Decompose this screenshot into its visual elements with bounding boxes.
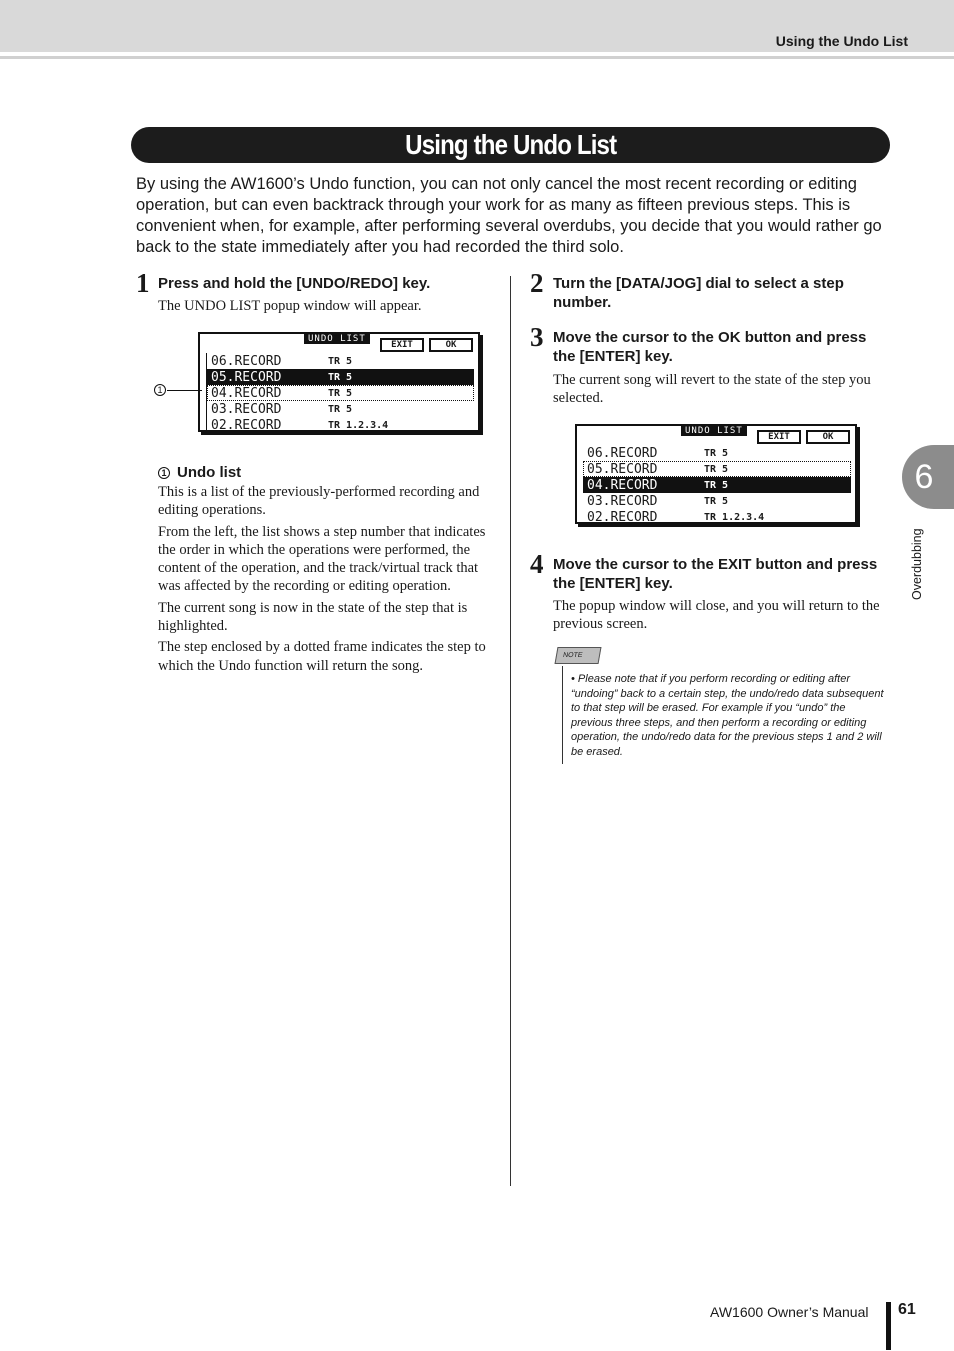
paragraph: The step enclosed by a dotted frame indicates the step to which the Undo function will return the song. <box>158 639 486 674</box>
lcd-row-dotted: 04.RECORD TR 5 <box>207 385 474 401</box>
step-number-4: 4 <box>530 549 544 579</box>
bullet-icon: • <box>571 673 578 685</box>
callout-marker: 1 <box>154 384 166 396</box>
lcd-row: 02.RECORD TR 1.2.3.4 <box>211 417 389 433</box>
lcd-row: 06.RECORD TR 5 <box>587 445 729 461</box>
lcd-row: 02.RECORD TR 1.2.3.4 <box>587 509 765 525</box>
chapter-number: 6 <box>914 458 934 496</box>
paragraph: From the left, the list shows a step number that indicates the order in which the operations were performed, the content of the operation, and the track/virtual track that was affected by the recording or editing operation. <box>158 523 486 595</box>
lcd-row: 03.RECORD TR 5 <box>211 401 353 417</box>
callout-leader-line <box>167 390 202 391</box>
step-number-1: 1 <box>136 268 150 298</box>
step-heading-4: Move the cursor to the EXIT button and press the [ENTER] key. <box>553 556 878 592</box>
step-body-3: The current song will revert to the state of the step you selected. <box>553 372 871 407</box>
step-heading-1: Press and hold the [UNDO/REDO] key. <box>158 275 431 292</box>
note-text <box>571 672 885 759</box>
callout-marker-inline: 1 <box>158 467 170 479</box>
step-body-1: The UNDO LIST popup window will appear. <box>158 298 422 314</box>
undo-list-popup-screenshot <box>198 332 480 432</box>
undo-list-heading <box>158 464 241 481</box>
page-number: 61 <box>898 1301 916 1318</box>
section-title: Using the Undo List <box>404 129 617 160</box>
lcd-row-highlighted: 04.RECORD TR 5 <box>583 477 851 493</box>
lcd-title: UNDO LIST <box>304 334 370 344</box>
note-body: Please note that if you perform recording or editing after “undoing” back to a certain step, the undo/redo data subsequent to that step will be erased. For example if you “undo” the previous three steps, and then perform a recording or editing operation, the undo/redo data for the previous steps 1 and 2 will be erased. <box>571 673 884 758</box>
lcd-undo-list <box>206 353 474 433</box>
footer-manual-title: AW1600 Owner’s Manual <box>710 1304 869 1320</box>
lcd-ok-button: OK <box>806 430 850 444</box>
header-rule <box>0 56 954 59</box>
intro-paragraph: By using the AW1600’s Undo function, you can not only cancel the most recent recording or editing operation, but can even backtrack through your work for as many as fifteen previous steps. This is convenient when, for example, after performing several overdubs, you decide that you would rather go back to the state immediately after you had recorded the third solo. <box>136 175 882 256</box>
lcd-title: UNDO LIST <box>681 426 747 436</box>
step-heading-3: Move the cursor to the OK button and press the [ENTER] key. <box>553 329 867 365</box>
undo-list-popup-screenshot-2 <box>575 424 857 524</box>
step-number-3: 3 <box>530 322 544 352</box>
step-body-4: The popup window will close, and you will return to the previous screen. <box>553 598 880 633</box>
lcd-ok-button: OK <box>429 338 473 352</box>
undo-list-description <box>158 483 493 678</box>
lcd-exit-button: EXIT <box>757 430 801 444</box>
undo-list-heading-text: Undo list <box>177 464 242 481</box>
note-badge: NOTE <box>555 647 602 664</box>
paragraph: The current song is now in the state of the step that is highlighted. <box>158 599 468 635</box>
running-head: Using the Undo List <box>775 33 908 49</box>
footer-bar <box>886 1302 891 1350</box>
lcd-row-dotted: 05.RECORD TR 5 <box>583 461 851 477</box>
column-divider <box>510 276 511 1186</box>
paragraph: This is a list of the previously-performed recording and editing operations. <box>158 484 480 519</box>
lcd-row: 03.RECORD TR 5 <box>587 493 729 509</box>
lcd-exit-button: EXIT <box>380 338 424 352</box>
note-rule <box>562 666 563 764</box>
chapter-label: Overdubbing <box>910 528 924 600</box>
lcd-undo-list <box>583 445 851 525</box>
lcd-row-highlighted: 05.RECORD TR 5 <box>207 369 474 385</box>
section-title-bar <box>131 127 890 163</box>
step-number-2: 2 <box>530 268 544 298</box>
step-heading-2: Turn the [DATA/JOG] dial to select a step number. <box>553 275 844 311</box>
lcd-row: 06.RECORD TR 5 <box>211 353 353 369</box>
